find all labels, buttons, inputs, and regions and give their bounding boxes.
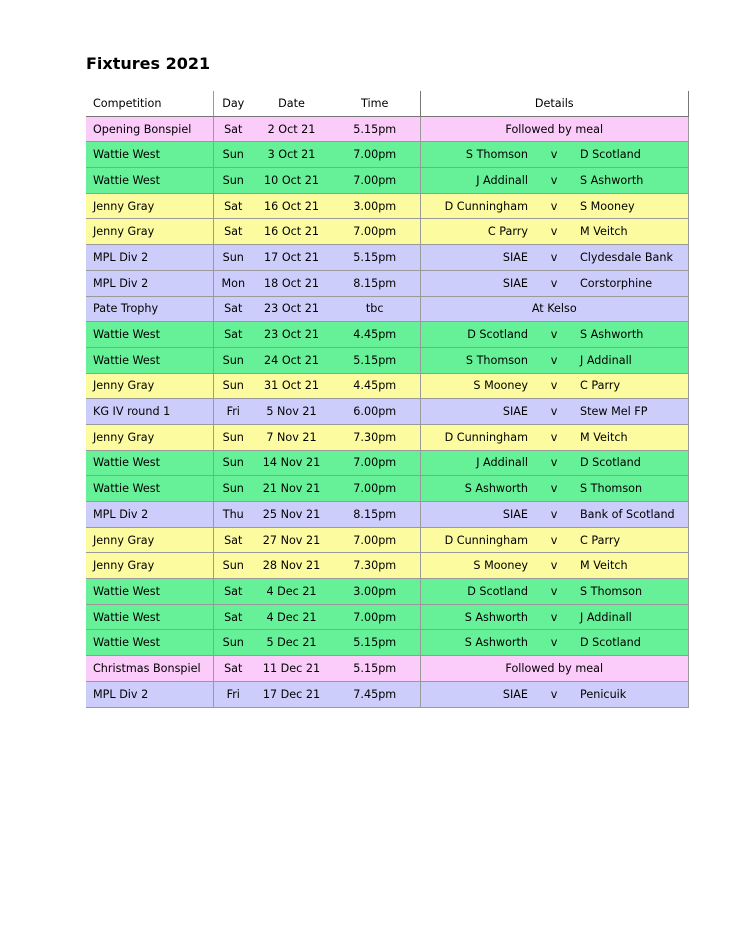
home-team-cell: J Addinall — [420, 168, 530, 194]
day-cell: Sun — [213, 424, 253, 450]
versus-cell: v — [530, 270, 578, 296]
home-team-cell: D Scotland — [420, 322, 530, 348]
away-team-cell: D Scotland — [578, 142, 689, 168]
versus-cell: v — [530, 168, 578, 194]
home-team-cell: SIAE — [420, 681, 530, 707]
away-team-cell: C Parry — [578, 373, 689, 399]
date-cell: 28 Nov 21 — [253, 553, 330, 579]
competition-cell: Pate Trophy — [86, 296, 213, 322]
away-team-cell: Corstorphine — [578, 270, 689, 296]
away-team-cell: J Addinall — [578, 604, 689, 630]
away-team-cell: S Thomson — [578, 476, 689, 502]
versus-cell: v — [530, 322, 578, 348]
away-team-cell: S Thomson — [578, 579, 689, 605]
date-cell: 4 Dec 21 — [253, 579, 330, 605]
day-cell: Sun — [213, 450, 253, 476]
details-note-cell: Followed by meal — [420, 116, 689, 142]
date-cell: 5 Dec 21 — [253, 630, 330, 656]
versus-cell: v — [530, 347, 578, 373]
details-note-cell: Followed by meal — [420, 656, 689, 682]
table-row — [86, 245, 689, 271]
table-row — [86, 193, 689, 219]
competition-cell: Jenny Gray — [86, 373, 213, 399]
away-team-cell: D Scotland — [578, 450, 689, 476]
versus-cell: v — [530, 450, 578, 476]
competition-cell: Wattie West — [86, 476, 213, 502]
day-cell: Sat — [213, 219, 253, 245]
competition-cell: Wattie West — [86, 579, 213, 605]
away-team-cell: C Parry — [578, 527, 689, 553]
versus-cell: v — [530, 553, 578, 579]
home-team-cell: D Scotland — [420, 579, 530, 605]
time-cell: 7.00pm — [330, 168, 420, 194]
date-cell: 21 Nov 21 — [253, 476, 330, 502]
away-team-cell: D Scotland — [578, 630, 689, 656]
versus-cell: v — [530, 527, 578, 553]
fixtures-body — [86, 116, 689, 707]
time-cell: 4.45pm — [330, 373, 420, 399]
versus-cell: v — [530, 219, 578, 245]
table-row — [86, 270, 689, 296]
away-team-cell: Bank of Scotland — [578, 502, 689, 528]
competition-cell: Jenny Gray — [86, 219, 213, 245]
versus-cell: v — [530, 579, 578, 605]
home-team-cell: SIAE — [420, 399, 530, 425]
home-team-cell: S Thomson — [420, 142, 530, 168]
home-team-cell: S Ashworth — [420, 630, 530, 656]
day-cell: Sat — [213, 579, 253, 605]
time-cell: 3.00pm — [330, 193, 420, 219]
versus-cell: v — [530, 373, 578, 399]
versus-cell: v — [530, 193, 578, 219]
table-row — [86, 681, 689, 707]
versus-cell: v — [530, 681, 578, 707]
versus-cell: v — [530, 245, 578, 271]
date-cell: 3 Oct 21 — [253, 142, 330, 168]
home-team-cell: S Thomson — [420, 347, 530, 373]
versus-cell: v — [530, 399, 578, 425]
table-row — [86, 322, 689, 348]
table-row — [86, 116, 689, 142]
table-row — [86, 476, 689, 502]
home-team-cell: SIAE — [420, 270, 530, 296]
time-cell: 3.00pm — [330, 579, 420, 605]
time-cell: 7.30pm — [330, 553, 420, 579]
time-cell: 8.15pm — [330, 502, 420, 528]
day-cell: Sun — [213, 630, 253, 656]
table-row — [86, 630, 689, 656]
table-row — [86, 168, 689, 194]
away-team-cell: M Veitch — [578, 424, 689, 450]
day-cell: Thu — [213, 502, 253, 528]
competition-cell: Wattie West — [86, 168, 213, 194]
time-cell: 5.15pm — [330, 347, 420, 373]
home-team-cell: SIAE — [420, 502, 530, 528]
time-cell: 7.45pm — [330, 681, 420, 707]
home-team-cell: C Parry — [420, 219, 530, 245]
time-cell: 4.45pm — [330, 322, 420, 348]
home-team-cell: S Ashworth — [420, 476, 530, 502]
competition-cell: Wattie West — [86, 142, 213, 168]
date-cell: 16 Oct 21 — [253, 219, 330, 245]
time-cell: 7.00pm — [330, 219, 420, 245]
date-cell: 31 Oct 21 — [253, 373, 330, 399]
competition-cell: Wattie West — [86, 630, 213, 656]
versus-cell: v — [530, 424, 578, 450]
away-team-cell: S Ashworth — [578, 322, 689, 348]
time-cell: 7.30pm — [330, 424, 420, 450]
time-cell: 7.00pm — [330, 476, 420, 502]
day-cell: Sat — [213, 296, 253, 322]
versus-cell: v — [530, 476, 578, 502]
page-title: Fixtures 2021 — [86, 54, 211, 73]
date-cell: 18 Oct 21 — [253, 270, 330, 296]
date-cell: 27 Nov 21 — [253, 527, 330, 553]
table-row — [86, 373, 689, 399]
time-cell: 5.15pm — [330, 116, 420, 142]
date-cell: 14 Nov 21 — [253, 450, 330, 476]
date-cell: 11 Dec 21 — [253, 656, 330, 682]
competition-cell: Wattie West — [86, 347, 213, 373]
competition-cell: Opening Bonspiel — [86, 116, 213, 142]
away-team-cell: Penicuik — [578, 681, 689, 707]
home-team-cell: D Cunningham — [420, 193, 530, 219]
table-row — [86, 553, 689, 579]
time-cell: 7.00pm — [330, 604, 420, 630]
date-cell: 4 Dec 21 — [253, 604, 330, 630]
day-cell: Sat — [213, 604, 253, 630]
header-day: Day — [213, 91, 253, 116]
day-cell: Fri — [213, 681, 253, 707]
day-cell: Sun — [213, 553, 253, 579]
competition-cell: KG IV round 1 — [86, 399, 213, 425]
away-team-cell: M Veitch — [578, 553, 689, 579]
day-cell: Sun — [213, 142, 253, 168]
away-team-cell: S Mooney — [578, 193, 689, 219]
header-time: Time — [330, 91, 420, 116]
table-row — [86, 424, 689, 450]
date-cell: 23 Oct 21 — [253, 322, 330, 348]
table-row — [86, 142, 689, 168]
home-team-cell: S Mooney — [420, 373, 530, 399]
competition-cell: Jenny Gray — [86, 553, 213, 579]
header-details: Details — [420, 91, 689, 116]
table-row — [86, 347, 689, 373]
fixtures-table — [86, 91, 689, 708]
competition-cell: Wattie West — [86, 322, 213, 348]
competition-cell: MPL Div 2 — [86, 270, 213, 296]
table-row — [86, 604, 689, 630]
competition-cell: Wattie West — [86, 450, 213, 476]
date-cell: 7 Nov 21 — [253, 424, 330, 450]
time-cell: 7.00pm — [330, 450, 420, 476]
competition-cell: MPL Div 2 — [86, 502, 213, 528]
versus-cell: v — [530, 604, 578, 630]
home-team-cell: S Mooney — [420, 553, 530, 579]
table-row — [86, 502, 689, 528]
date-cell: 5 Nov 21 — [253, 399, 330, 425]
table-row — [86, 656, 689, 682]
date-cell: 25 Nov 21 — [253, 502, 330, 528]
date-cell: 10 Oct 21 — [253, 168, 330, 194]
day-cell: Mon — [213, 270, 253, 296]
details-note-cell: At Kelso — [420, 296, 689, 322]
day-cell: Sat — [213, 116, 253, 142]
table-row — [86, 296, 689, 322]
date-cell: 24 Oct 21 — [253, 347, 330, 373]
competition-cell: Jenny Gray — [86, 527, 213, 553]
day-cell: Sat — [213, 656, 253, 682]
away-team-cell: M Veitch — [578, 219, 689, 245]
header-competition: Competition — [86, 91, 213, 116]
time-cell: tbc — [330, 296, 420, 322]
day-cell: Fri — [213, 399, 253, 425]
day-cell: Sun — [213, 476, 253, 502]
date-cell: 23 Oct 21 — [253, 296, 330, 322]
day-cell: Sat — [213, 527, 253, 553]
day-cell: Sun — [213, 168, 253, 194]
table-row — [86, 450, 689, 476]
competition-cell: Christmas Bonspiel — [86, 656, 213, 682]
table-row — [86, 579, 689, 605]
competition-cell: Jenny Gray — [86, 424, 213, 450]
home-team-cell: D Cunningham — [420, 527, 530, 553]
date-cell: 17 Dec 21 — [253, 681, 330, 707]
away-team-cell: Clydesdale Bank — [578, 245, 689, 271]
away-team-cell: J Addinall — [578, 347, 689, 373]
time-cell: 7.00pm — [330, 527, 420, 553]
home-team-cell: D Cunningham — [420, 424, 530, 450]
time-cell: 5.15pm — [330, 630, 420, 656]
table-row — [86, 399, 689, 425]
versus-cell: v — [530, 630, 578, 656]
competition-cell: Wattie West — [86, 604, 213, 630]
header-date: Date — [253, 91, 330, 116]
date-cell: 16 Oct 21 — [253, 193, 330, 219]
table-header-row — [86, 91, 689, 116]
versus-cell: v — [530, 142, 578, 168]
time-cell: 8.15pm — [330, 270, 420, 296]
day-cell: Sun — [213, 373, 253, 399]
date-cell: 2 Oct 21 — [253, 116, 330, 142]
day-cell: Sun — [213, 245, 253, 271]
time-cell: 5.15pm — [330, 656, 420, 682]
table-row — [86, 219, 689, 245]
day-cell: Sat — [213, 322, 253, 348]
home-team-cell: J Addinall — [420, 450, 530, 476]
time-cell: 5.15pm — [330, 245, 420, 271]
day-cell: Sat — [213, 193, 253, 219]
time-cell: 6.00pm — [330, 399, 420, 425]
away-team-cell: S Ashworth — [578, 168, 689, 194]
table-row — [86, 527, 689, 553]
home-team-cell: SIAE — [420, 245, 530, 271]
competition-cell: MPL Div 2 — [86, 681, 213, 707]
competition-cell: MPL Div 2 — [86, 245, 213, 271]
versus-cell: v — [530, 502, 578, 528]
time-cell: 7.00pm — [330, 142, 420, 168]
competition-cell: Jenny Gray — [86, 193, 213, 219]
day-cell: Sun — [213, 347, 253, 373]
date-cell: 17 Oct 21 — [253, 245, 330, 271]
home-team-cell: S Ashworth — [420, 604, 530, 630]
away-team-cell: Stew Mel FP — [578, 399, 689, 425]
